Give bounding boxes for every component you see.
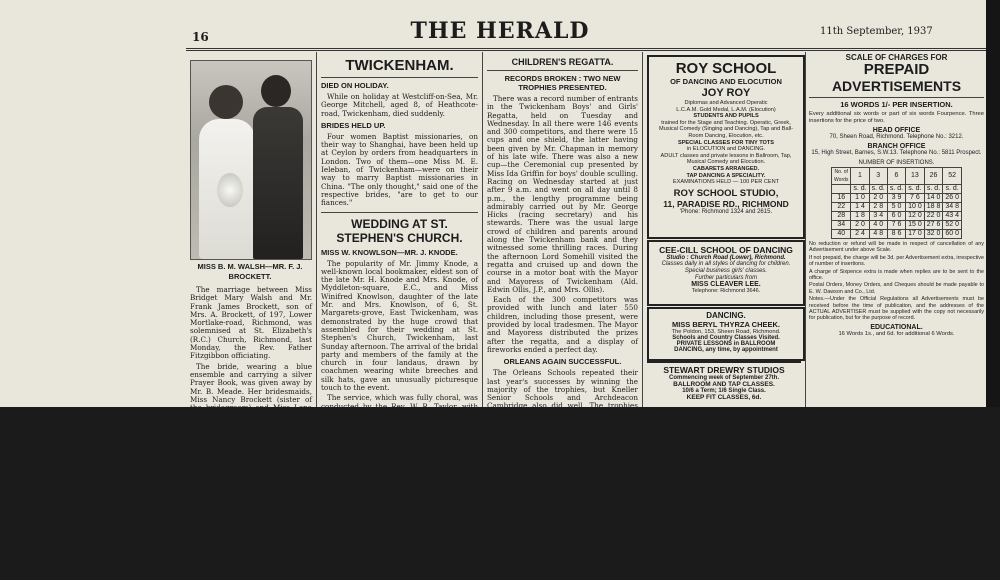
table-cell: 28 bbox=[832, 212, 851, 221]
paragraph: While on holiday at Westcliff-on-Sea, Mr. George Mitchell, aged 8, of Heathcote-road, Twickenham, died suddenly. bbox=[321, 92, 478, 118]
bouquet bbox=[217, 173, 243, 207]
ad-title: ROY SCHOOL bbox=[675, 60, 777, 77]
table-cell: 2 0 bbox=[869, 194, 887, 203]
ad-phone: 'Phone: Richmond 1324 and 2615. bbox=[679, 208, 773, 215]
table-cell: 22 bbox=[832, 203, 851, 212]
table-row bbox=[832, 230, 962, 239]
section-title: WEDDING AT ST. STEPHEN'S CHURCH. bbox=[321, 212, 478, 245]
table-cell: 8 6 bbox=[887, 230, 905, 239]
prepaid-notes bbox=[809, 241, 984, 322]
table-cell: 6 0 bbox=[887, 212, 905, 221]
table-cell: 7 6 bbox=[906, 194, 925, 203]
table-unit bbox=[832, 185, 851, 194]
table-header: 1 bbox=[851, 168, 869, 185]
table-header-row bbox=[832, 168, 962, 185]
paragraph: Her four attendants were Mrs. Evans (maid of honour), Miss A. Knode, Miss Marjorie Mole, and Miss Pat Young. Their dresses were of silk taffeta, made in crinoline style, in bbox=[321, 496, 478, 540]
table-cell: 3 9 bbox=[887, 194, 905, 203]
ad-line: DANCING, any time, by appointment bbox=[674, 347, 778, 353]
table-unit: s. d. bbox=[851, 185, 869, 194]
table-cell: 43 4 bbox=[943, 212, 962, 221]
table-cell: 4 8 bbox=[869, 230, 887, 239]
table-cell: 1 0 bbox=[851, 194, 869, 203]
groom-head bbox=[261, 75, 291, 107]
page-number: 16 bbox=[192, 30, 209, 44]
educational-rate: 16 Words 1s., and 6d. for additional 6 Words. bbox=[838, 330, 955, 337]
table-cell: 15 0 bbox=[906, 221, 925, 230]
ad-line: Commencing week of September 27th. bbox=[668, 375, 780, 381]
ad-title: STEWART DREWRY STUDIOS bbox=[663, 365, 785, 375]
ad-title: CEE-CILL SCHOOL OF DANCING bbox=[659, 245, 793, 255]
column-rule bbox=[642, 52, 643, 407]
rate-line: 16 WORDS 1/- PER INSERTION. bbox=[809, 97, 984, 109]
column-rule bbox=[316, 52, 317, 407]
table-cell: 32 0 bbox=[924, 230, 943, 239]
masthead: THE HERALD bbox=[410, 18, 590, 44]
ad-line: KEEP FIT CLASSES, 6d. bbox=[686, 394, 762, 401]
table-unit: s. d. bbox=[924, 185, 943, 194]
paragraph: The bride, who was given away by Mr. Arthur Leek, wore a gown of pale green cloque, with a spray of heliotrope Cattleya orchids, and lovers picture hat. Her gold snake bangle was the gift of the bridegroom, and she carried a bouquet of dark red roses. bbox=[321, 436, 478, 496]
paragraph: The service, which was fully choral, was conducted by the Rev. W. R. Taylor, with Mr. Alan Peters at the organ. The hymns were "The voice that breathed o'er Eden" and "Lead us, Heavenly Father, lead us." bbox=[321, 393, 478, 436]
ad-line: L.C.A.M. Gold Medal, L.A.M. (Elocution) bbox=[676, 106, 776, 113]
ad-line: PRIVATE LESSONS in BALLROOM bbox=[676, 341, 776, 347]
table-cell: 2 4 bbox=[851, 230, 869, 239]
ad-line: EXAMINATIONS HELD — 100 PER CENT bbox=[672, 179, 780, 186]
prepaid-title-2: ADVERTISEMENTS bbox=[831, 78, 962, 94]
ad-subtitle: OF DANCING AND ELOCUTION bbox=[670, 77, 782, 86]
table-header: 13 bbox=[906, 168, 925, 185]
table-cell: 17 0 bbox=[906, 230, 925, 239]
table-cell: 2 0 bbox=[851, 221, 869, 230]
ad-line: ADULT classes and private lessons in Ballroom, Tap, Musical Comedy and Elocution. bbox=[660, 152, 792, 166]
note: A charge of Sixpence extra is made when replies are to be sent to the office. bbox=[809, 268, 984, 282]
table-cell: 7 6 bbox=[887, 221, 905, 230]
rates-table bbox=[831, 167, 962, 239]
regatta-column bbox=[487, 54, 638, 580]
roy-school-ad bbox=[647, 55, 805, 239]
paragraph: Each of the 300 competitors was provided with lunch and later 550 children, including those present, were provided by local tradesmen. The Mayor and Mayoress distributed the prizes after the regatta, and a display of fireworks ended a perfect day. bbox=[487, 295, 638, 354]
headline: RECORDS BROKEN : TWO NEW TROPHIES PRESENTED. bbox=[504, 74, 621, 92]
table-units-row bbox=[832, 185, 962, 194]
headline: BRIDES HELD UP. bbox=[321, 120, 386, 130]
table-cell: 60 0 bbox=[943, 230, 962, 239]
table-row bbox=[832, 212, 962, 221]
paragraph: Four women Baptist missionaries, on their way to Shanghai, have been held up at Ceylon by orders from headquarters in London. Two of them—one Miss M. E. Ieleban, of Twickenham—were on their way to marry Baptist missionaries in China. "The only thought," said one of the respective brides, "are to get to our fiances." bbox=[321, 131, 478, 208]
column-rule bbox=[805, 52, 806, 407]
head-office-address: 70, Sheen Road, Richmond. Telephone No.: 3212. bbox=[829, 134, 964, 140]
ad-phone: Telephone: Richmond 3646. bbox=[691, 288, 761, 294]
ad-line: Diplomas and Advanced Operatic bbox=[684, 100, 768, 106]
branch-office-address: 15, High Street, Barnes, S.W.13. Telephone No.: 5811 Prospect. bbox=[811, 150, 982, 156]
ad-line: BALLROOM AND TAP CLASSES. bbox=[673, 381, 775, 388]
ad-name: MISS BERYL THYRZA CHEEK. bbox=[671, 320, 781, 329]
photo-caption: MISS B. M. WALSH—MR. F. J. BROCKETT. bbox=[197, 262, 303, 281]
ad-principal: MISS CLEAVER LEE. bbox=[691, 281, 761, 288]
table-cell: 2 8 bbox=[869, 203, 887, 212]
table-row bbox=[832, 203, 962, 212]
table-cell: 1 8 bbox=[851, 212, 869, 221]
paragraph: The popularity of Mr. Jimmy Knode, a well-known local bookmaker, eldest son of the late Mr. H. Knode and Mrs. Knode, of Myddleton-square, E.C., and Miss Winifred Knowlson, daughter of the late Mr. and Mrs. Knowlson, of 6, St. Margarets-grove, East Twickenham, was demonstrated by the huge crowd that assembled for their wedding at St. Stephen's Church, Twickenham, last Sunday afternoon. The arrival of the bridal party and members of the family at the church in four landaus, drawn by coachmen wearing white breeches and silk hats, gave an unusually picturesque touch to the event. bbox=[321, 258, 478, 393]
ad-line: in ELOCUTION and DANCING. bbox=[686, 146, 766, 153]
ad-studio: ROY SCHOOL STUDIO, bbox=[673, 187, 779, 199]
table-cell: 4 0 bbox=[869, 221, 887, 230]
paragraph: The bride, wearing a blue ensemble and carrying a silver Prayer Book, was given away by Mr. B. Meade. Her bridesmaids, Miss Nancy Brockett (sister of the bridegroom) and Miss Lena Clancy (niece of the bride), were attired in blue satin dresses, with headdresses of blue and silver leaves, and carried ornamental handbags (presented bbox=[190, 361, 312, 454]
ad-line: Classes daily in all styles of dancing for children. Special business girls' classes. bbox=[661, 261, 791, 274]
ad-line: TAP DANCING A SPECIALITY. bbox=[686, 172, 766, 179]
table-cell: 34 8 bbox=[943, 203, 962, 212]
rate-note: Every additional six words or part of six words Fourpence. Three insertions for the price of two. bbox=[809, 111, 984, 124]
table-unit: s. d. bbox=[943, 185, 962, 194]
head-office-label: HEAD OFFICE bbox=[872, 127, 921, 134]
table-cell: 3 4 bbox=[869, 212, 887, 221]
ad-line: SPECIAL CLASSES FOR TINY TOTS bbox=[677, 139, 775, 146]
table-cell: 10 0 bbox=[906, 203, 925, 212]
ad-line: Further particulars from bbox=[694, 275, 758, 281]
ad-body bbox=[649, 100, 803, 186]
table-header: 3 bbox=[869, 168, 887, 185]
drewry-studios-ad bbox=[647, 361, 801, 409]
headline: MISS W. KNOWLSON—MR. J. KNODE. bbox=[321, 247, 458, 257]
twickenham-column bbox=[321, 54, 478, 540]
paragraph: The marriage between Miss Bridget Mary Walsh and Mr. Frank James Brockett, son of Mrs. A. Brockett, of 197, Lower Mortlake-road, Richmond, was solemnised at St. Elizabeth's (R.C.) Church, Richmond, last Monday, the Rev. Father Fitzgibbon officiating. bbox=[190, 285, 312, 361]
prepaid-advertisements-panel bbox=[809, 53, 984, 407]
note: If not prepaid, the charge will be 3d. per Advertisement extra, irrespective of number of insertions. bbox=[809, 254, 984, 268]
table-header: 26 bbox=[924, 168, 943, 185]
table-unit: s. d. bbox=[887, 185, 905, 194]
section-title: CHILDREN'S REGATTA. bbox=[487, 57, 638, 71]
table-cell: 1 4 bbox=[851, 203, 869, 212]
table-cell: 18 8 bbox=[924, 203, 943, 212]
ad-line: 10/6 a Term; 1/6 Single Class. bbox=[682, 388, 766, 394]
scale-heading: SCALE OF CHARGES FOR bbox=[845, 53, 948, 62]
table-title: NUMBER OF INSERTIONS. bbox=[858, 160, 935, 166]
bride-head bbox=[209, 85, 243, 119]
headline: PRESENTATION OF PRIZES. bbox=[511, 571, 614, 580]
table-cell: 34 bbox=[832, 221, 851, 230]
masthead-rule-2 bbox=[186, 50, 986, 51]
ad-address: The Poldon, 153, Sheen Road, Richmond. bbox=[671, 329, 781, 335]
table-cell: 12 0 bbox=[906, 212, 925, 221]
note: Postal Orders, Money Orders, and Cheques should be made payable to E. W. Dawson and Co., Ltd. bbox=[809, 282, 984, 295]
table-unit: s. d. bbox=[869, 185, 887, 194]
dancing-ad bbox=[647, 307, 805, 361]
table-cell: 26 0 bbox=[943, 194, 962, 203]
ad-line: CABARETS ARRANGED. bbox=[692, 165, 760, 172]
paragraph: The Orleans Schools repeated their last year's successes by winning the majority of the trophies, but Kneller Senior Schools and Archdeacon Cambridge also did well. The trophies gained by Orleans were: The Margaret Chapman shield (girls' double sculling), the Coronation cup (boys' double sculling), the Shore cup (best pair scull), the Vigo cup (eight oars), the Peggy O'Neil cup (mixed pair scull), and the Portman Lewis cup (girls' single scull). This is a remarkable record, which will certainly be difficult to surpass. In the men's events the Eliza cup for boys' single sculling (under 16) was won by F. Abbott, who narrowly beat R. Simpson, and the Island cup for girls' single sculling (14-16) was won by C. Bradfield, after an exciting race against I. Garrard. G. Bradfield won the double who won success when he won the Phoenix cup for swimming, but F. Hall, who carried off the girls' cup, is a new champion. bbox=[487, 368, 638, 569]
table-cell: 40 bbox=[832, 230, 851, 239]
ceecill-school-ad bbox=[647, 240, 805, 306]
table-header: 6 bbox=[887, 168, 905, 185]
headline: ORLEANS AGAIN SUCCESSFUL. bbox=[503, 357, 622, 367]
wedding-story bbox=[190, 285, 312, 454]
ad-principal: JOY ROY bbox=[701, 87, 751, 99]
table-row bbox=[832, 221, 962, 230]
branch-office-label: BRANCH OFFICE bbox=[867, 143, 926, 150]
note: No reduction or refund will be made in respect of cancellation of any Advertisement under above Scale. bbox=[809, 241, 984, 254]
ad-line: Schools and Country Classes Visited. bbox=[672, 335, 780, 341]
ad-studio: Studio : Church Road (Lower), Richmond. bbox=[666, 255, 786, 261]
table-row bbox=[832, 194, 962, 203]
scan-edge bbox=[986, 0, 1000, 407]
ad-address: 11, PARADISE RD., RICHMOND bbox=[663, 198, 789, 209]
paragraph: There was a record number of entrants in the Twickenham Boys' and Girls' Regatta, held on Tuesday and Wednesday. In all there were 146 events and 300 competitors, and there were 15 cups and one shield, the latter having been given by Mr. Chapman in memory of his late wife. There was also a new cup—the Ceremonial cup presented by Miss Ida Griffin for boys' double sculling. Racing on Wednesday started at just after 9 a.m. and went on all day until 8 p.m., the lengthy programme being admirably carried out by Mr. George Hicks (racing secretary) and his stewards. There was the usual large crowd of children and parents around along the Twickenham bank and they witnessed some thrilling races. During the afternoon Lord Somehill visited the regatta and cruised up and down the course in a motor boat with the Mayor and Mayoress of Twickenham (Ald. Edwin Ollis, J.P., and Mrs. Ollis). bbox=[487, 94, 638, 294]
table-cell: 27 6 bbox=[924, 221, 943, 230]
educational-heading: EDUCATIONAL. bbox=[870, 323, 923, 331]
table-cell: 16 bbox=[832, 194, 851, 203]
masthead-rule bbox=[186, 48, 986, 49]
table-cell: 14 0 bbox=[924, 194, 943, 203]
wedding-photo bbox=[190, 60, 312, 260]
column-rule bbox=[482, 52, 483, 407]
ad-title: DANCING. bbox=[706, 311, 746, 320]
table-unit: s. d. bbox=[906, 185, 925, 194]
table-header: 52 bbox=[943, 168, 962, 185]
groom-suit bbox=[253, 107, 303, 259]
ad-line: trained for the Stage and Teaching. Operatic, Greek, Musical Comedy (Singing and Dancing), Tap and Ball-Room Dancing, Elocution, etc. bbox=[659, 119, 793, 139]
section-title: TWICKENHAM. bbox=[321, 57, 478, 78]
ad-line: STUDENTS AND PUPILS bbox=[693, 113, 759, 120]
issue-date: 11th September, 1937 bbox=[820, 26, 933, 37]
table-cell: 52 0 bbox=[943, 221, 962, 230]
table-cell: 22 0 bbox=[924, 212, 943, 221]
headline: DIED ON HOLIDAY. bbox=[321, 81, 389, 90]
note: Notes.—Under the Official Regulations all Advertisements must be received before the time of publication, and the addresses of the ACTUAL ADVERTISER must be supplied with the copy not necessarily for publication, but for the purpose of record. bbox=[809, 296, 984, 322]
table-cell: 5 0 bbox=[887, 203, 905, 212]
table-header: No. of Words bbox=[832, 168, 851, 185]
prepaid-title: PREPAID bbox=[863, 61, 930, 78]
